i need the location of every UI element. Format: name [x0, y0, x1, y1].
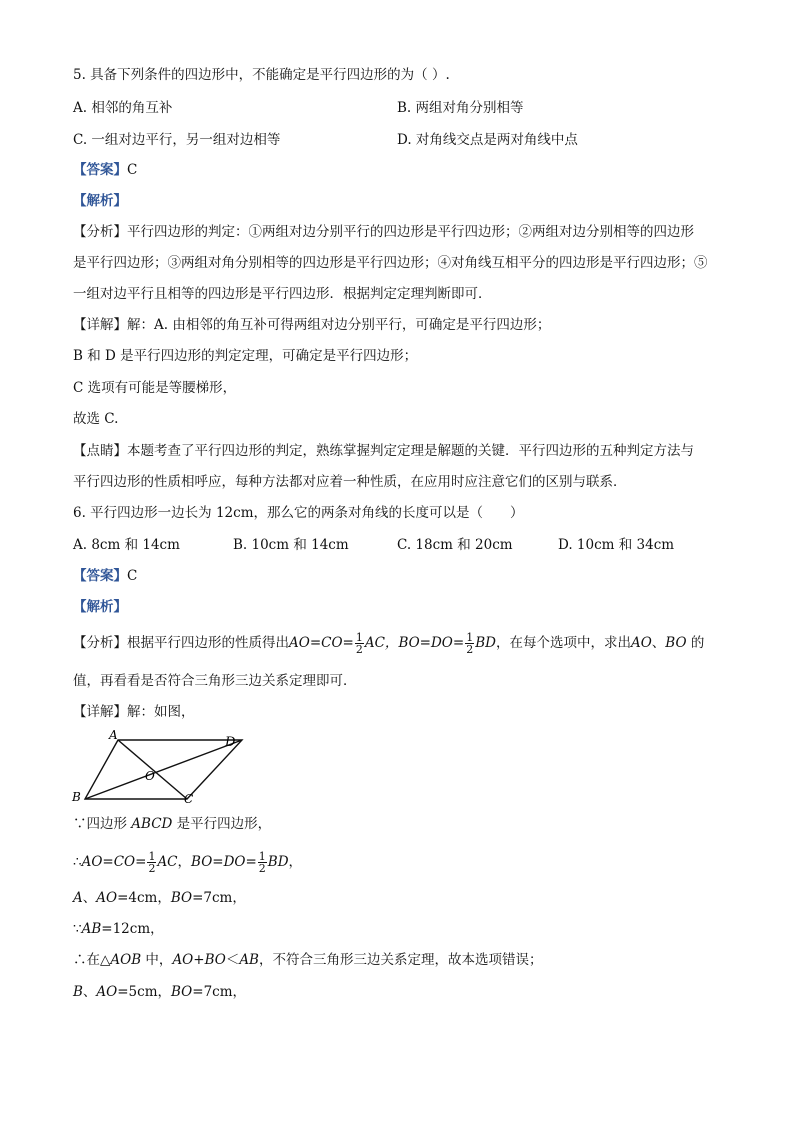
text: ＜: [225, 952, 240, 968]
equation: BD: [475, 635, 496, 651]
q6-option-b: B. 10cm 和 14cm: [233, 537, 349, 553]
xiangjie-text: 解：A. 由相邻的角互补可得两组对边分别平行，可确定是平行四边形；: [127, 317, 551, 333]
frac-denominator: 2: [466, 643, 474, 656]
text: ，: [177, 854, 192, 870]
fraction-half: [258, 851, 267, 874]
fenxi-text: 平行四边形的判定：①两组对边分别平行的四边形是平行四边形；②两组对边分别相等的四边形: [127, 224, 694, 240]
equation: AO=CO=: [289, 635, 354, 651]
frac-numerator: 1: [148, 850, 156, 863]
text: 、: [82, 984, 97, 1000]
answer-value: C: [127, 568, 138, 584]
q5-fenxi-line-1: [73, 223, 694, 241]
q5-option-a: A. 相邻的角互补: [73, 100, 173, 116]
equation: BD: [267, 854, 289, 870]
q6-fenxi-line-1: [73, 632, 704, 655]
equation: AC: [157, 854, 178, 870]
frac-denominator: 2: [258, 862, 266, 875]
fenxi-text: 的: [686, 635, 705, 651]
fenxi-tag: 【分析】: [73, 635, 127, 651]
q5-dianjing-line-1: [73, 442, 694, 460]
q5-option-c: C. 一组对边平行，另一组对边相等: [73, 132, 281, 148]
math-var: ABCD: [131, 816, 173, 832]
label-b: B: [72, 790, 81, 804]
q6-therefore-2: [73, 951, 542, 969]
q6-option-c: C. 18cm 和 20cm: [397, 537, 513, 553]
answer-tag: 【答案】: [73, 568, 127, 584]
q6-therefore-1: [73, 851, 302, 874]
label-o: O: [145, 769, 155, 783]
answer-tag: 【答案】: [73, 162, 127, 178]
frac-denominator: 2: [355, 643, 363, 656]
because-symbol: ∵: [73, 921, 82, 937]
q5-option-b: B. 两组对角分别相等: [397, 100, 524, 116]
q5-fenxi-line-2: 是平行四边形；③两组对角分别相等的四边形是平行四边形；④对角线互相平分的四边形是平行四边形；⑤: [73, 255, 708, 271]
math-var: AB: [81, 921, 102, 937]
diagonal-bd: [85, 740, 242, 799]
xiangjie-tag: 【详解】: [73, 704, 127, 720]
text: =4cm，: [117, 890, 171, 906]
math-var: BO: [170, 890, 193, 906]
text: 、: [82, 890, 97, 906]
q6-fenxi-line-2: 值，再看看是否符合三角形三边关系定理即可．: [73, 673, 357, 689]
frac-denominator: 2: [148, 862, 156, 875]
math-var: AO: [630, 635, 652, 651]
label-c: C: [184, 792, 194, 806]
therefore-symbol: ∴: [73, 854, 82, 870]
xiangjie-tag: 【详解】: [73, 317, 127, 333]
math-var: A: [73, 890, 83, 906]
dianjing-text: 本题考查了平行四边形的判定，熟练掌握判定定理是解题的关键．平行四边形的五种判定方法与: [127, 443, 694, 459]
frac-numerator: 1: [258, 850, 266, 863]
q6-because-1: [73, 815, 271, 833]
answer-value: C: [127, 162, 138, 178]
q6-xiangjie-line-1: [73, 703, 195, 721]
text: ∵四边形: [73, 816, 132, 832]
text: 中，: [141, 952, 173, 968]
math-var: AO: [96, 890, 118, 906]
fenxi-text: ，在每个选项中，求出: [495, 635, 631, 651]
frac-numerator: 1: [466, 631, 474, 644]
text: =7cm，: [192, 984, 247, 1000]
q6-answer: [73, 567, 137, 585]
fraction-half: [465, 632, 474, 655]
text: =12cm，: [101, 921, 164, 937]
math-var: AOB: [110, 952, 142, 968]
dianjing-tag: 【点睛】: [73, 443, 127, 459]
equation: AO=CO=: [81, 854, 147, 870]
q5-option-d: D. 对角线交点是两对角线中点: [397, 132, 578, 148]
q6-case-a: [73, 889, 246, 907]
label-a: A: [109, 728, 118, 742]
therefore-symbol: ∴在△: [73, 952, 111, 968]
math-var: BO: [665, 635, 687, 651]
q6-stem: 6. 平行四边形一边长为 12cm，那么它的两条对角线的长度可以是（ ）: [73, 505, 524, 521]
q5-answer: [73, 161, 137, 179]
text: =5cm，: [117, 984, 172, 1000]
q6-analysis-tag: [73, 598, 127, 616]
text: ，: [288, 854, 303, 870]
equation: AC，: [364, 635, 399, 651]
equation: BO=DO=: [191, 854, 257, 870]
fraction-half: [355, 632, 364, 655]
fenxi-text: 根据平行四边形的性质得出: [127, 635, 289, 651]
q5-xiangjie-line-1: [73, 316, 550, 334]
q5-xiangjie-line-4: 故选 C.: [73, 411, 119, 427]
q6-option-a: A. 8cm 和 14cm: [73, 537, 180, 553]
q5-dianjing-line-2: 平行四边形的性质相呼应，每种方法都对应着一种性质，在应用时应注意它们的区别与联系．: [73, 474, 627, 490]
fenxi-text: 、: [651, 635, 666, 651]
fraction-half: [147, 851, 156, 874]
q5-analysis-tag: [73, 192, 127, 210]
text: =7cm，: [192, 890, 246, 906]
equation: BO=DO=: [398, 635, 465, 651]
q6-option-d: D. 10cm 和 34cm: [558, 537, 675, 553]
math-var: B: [73, 984, 83, 1000]
math-var: AO+BO: [172, 952, 226, 968]
q6-because-2: [73, 920, 164, 938]
math-var: AO: [96, 984, 118, 1000]
q5-stem: 5. 具备下列条件的四边形中，不能确定是平行四边形的为（ ）.: [73, 67, 450, 83]
frac-numerator: 1: [355, 631, 363, 644]
q5-xiangjie-line-3: C 选项有可能是等腰梯形，: [73, 380, 237, 396]
analysis-tag: 【解析】: [73, 193, 127, 209]
xiangjie-text: 解：如图，: [127, 704, 195, 720]
q5-fenxi-line-3: 一组对边平行且相等的四边形是平行四边形．根据判定定理判断即可．: [73, 286, 492, 302]
q6-case-b: [73, 983, 246, 1001]
analysis-tag: 【解析】: [73, 599, 127, 615]
math-var: BO: [171, 984, 193, 1000]
q5-xiangjie-line-2: B 和 D 是平行四边形的判定定理，可确定是平行四边形；: [73, 348, 418, 364]
parallelogram-figure: [70, 728, 245, 808]
math-var: AB: [239, 952, 259, 968]
text: ，不符合三角形三边关系定理，故本选项错误；: [258, 952, 543, 968]
label-d: D: [225, 735, 236, 750]
text: 是平行四边形，: [172, 816, 272, 832]
fenxi-tag: 【分析】: [73, 224, 127, 240]
